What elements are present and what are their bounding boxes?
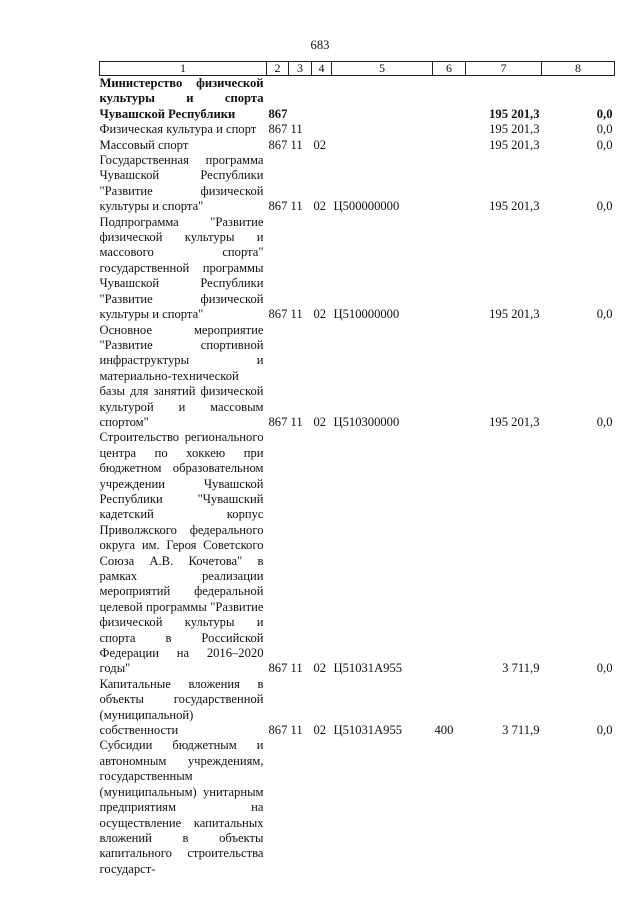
table-row — [100, 153, 615, 215]
table-row — [100, 738, 615, 877]
row-amount — [466, 738, 542, 877]
row-subsection — [312, 738, 332, 877]
row-target-code: Ц51031А955 — [333, 723, 403, 738]
row-section: 11 — [290, 307, 303, 322]
row-expense-type — [433, 76, 466, 123]
row-target-code: Ц500000000 — [333, 199, 400, 214]
row-amount: 195 201,3 — [489, 307, 540, 322]
row-expense-type — [433, 215, 466, 323]
header-col-8: 8 — [542, 62, 615, 76]
row-subsection — [312, 76, 332, 123]
row-name: Министерство физической культуры и спорта Чувашской Республики — [99, 76, 264, 121]
row-amount-2: 0,0 — [596, 307, 613, 322]
table-row — [100, 138, 615, 153]
row-amount-2 — [542, 738, 615, 877]
row-expense-type: 400 — [434, 723, 454, 738]
table-row — [100, 677, 615, 739]
row-subsection: 02 — [313, 137, 327, 152]
row-amount-2: 0,0 — [596, 106, 613, 121]
row-amount-2: 0,0 — [596, 137, 613, 152]
row-amount-2: 0,0 — [596, 661, 613, 676]
row-name: Субсидии бюджетным и автономным учреждениям, государственным (муниципальным) унитарным предприятиям на осуществление капитальных вложений в объекты капитального строительства государст- — [99, 738, 264, 876]
row-subsection: 02 — [313, 414, 327, 429]
row-target-code — [332, 738, 433, 877]
budget-table — [99, 61, 615, 877]
row-section: 11 — [290, 414, 303, 429]
row-section: 11 — [290, 137, 303, 152]
row-expense-type — [433, 323, 466, 431]
row-amount: 3 711,9 — [502, 723, 540, 738]
header-row — [100, 62, 615, 76]
row-ministry-code: 867 — [268, 199, 288, 214]
header-col-4: 4 — [312, 62, 332, 76]
row-section: 11 — [290, 661, 303, 676]
row-target-code — [332, 138, 433, 153]
row-subsection: 02 — [313, 199, 327, 214]
page-number: 683 — [310, 38, 330, 52]
header-col-5: 5 — [332, 62, 433, 76]
row-target-code — [332, 76, 433, 123]
row-name: Основное мероприятие "Развитие спортивной инфраструктуры и материально-технической базы для занятий физической культурой и массовым спортом" — [99, 322, 264, 429]
row-expense-type — [433, 138, 466, 153]
row-subsection: 02 — [313, 307, 327, 322]
row-target-code: Ц510000000 — [333, 307, 400, 322]
row-name: Массовый спорт — [99, 137, 189, 152]
row-amount: 195 201,3 — [489, 199, 540, 214]
row-target-code — [332, 122, 433, 137]
row-name: Подпрограмма "Развитие физической культуры и массового спорта" государственной программы Чувашской Республики "Развитие физической культуры и спорта" — [99, 214, 264, 322]
row-amount-2: 0,0 — [596, 199, 613, 214]
row-ministry-code: 867 — [268, 122, 288, 137]
row-ministry-code — [267, 738, 289, 877]
row-subsection — [312, 122, 332, 137]
row-amount: 3 711,9 — [502, 661, 540, 676]
table-row — [100, 122, 615, 137]
row-subsection: 02 — [313, 661, 327, 676]
row-expense-type — [433, 738, 466, 877]
row-subsection: 02 — [313, 723, 327, 738]
row-ministry-code: 867 — [268, 106, 288, 121]
row-ministry-code: 867 — [268, 414, 288, 429]
row-expense-type — [433, 153, 466, 215]
header-col-1: 1 — [100, 62, 267, 76]
header-col-2: 2 — [267, 62, 289, 76]
row-ministry-code: 867 — [268, 307, 288, 322]
row-ministry-code: 867 — [268, 723, 288, 738]
row-section: 11 — [290, 199, 303, 214]
table-row — [100, 215, 615, 323]
row-amount: 195 201,3 — [489, 414, 540, 429]
table-body — [100, 76, 615, 878]
row-name: Капитальные вложения в объекты государственной (муниципальной) собственности — [99, 676, 264, 738]
table-header — [100, 62, 615, 76]
row-target-code: Ц510300000 — [333, 414, 400, 429]
row-section: 11 — [290, 122, 303, 137]
table-row — [100, 323, 615, 431]
row-amount-2: 0,0 — [596, 723, 613, 738]
row-section — [289, 738, 312, 877]
table-row — [100, 430, 615, 677]
row-ministry-code: 867 — [268, 137, 288, 152]
row-amount: 195 201,3 — [489, 137, 540, 152]
row-target-code: Ц51031А955 — [333, 661, 403, 676]
row-section: 11 — [290, 723, 303, 738]
row-amount-2: 0,0 — [596, 122, 613, 137]
row-expense-type — [433, 430, 466, 677]
row-expense-type — [433, 122, 466, 137]
row-name: Физическая культура и спорт — [99, 122, 257, 137]
row-ministry-code: 867 — [268, 661, 288, 676]
row-name: Строительство регионального центра по хоккею при бюджетном образовательном учреждении Чувашской Республики "Чувашский кадетский корпус Приволжского федерального округа им. Героя Советского Союза А.В. Кочетова" в рамках реализации мероприятий федеральной целевой программы "Развитие физической культуры и спорта в Российской Федерации на 2016–2020 годы" — [99, 430, 264, 676]
header-col-7: 7 — [466, 62, 542, 76]
row-section — [289, 76, 312, 123]
table-row — [100, 76, 615, 123]
header-col-6: 6 — [433, 62, 466, 76]
row-amount-2: 0,0 — [596, 414, 613, 429]
row-amount: 195 201,3 — [489, 106, 540, 121]
header-col-3: 3 — [289, 62, 312, 76]
row-name: Государственная программа Чувашской Республики "Развитие физической культуры и спорта" — [99, 153, 264, 214]
row-amount: 195 201,3 — [489, 122, 540, 137]
